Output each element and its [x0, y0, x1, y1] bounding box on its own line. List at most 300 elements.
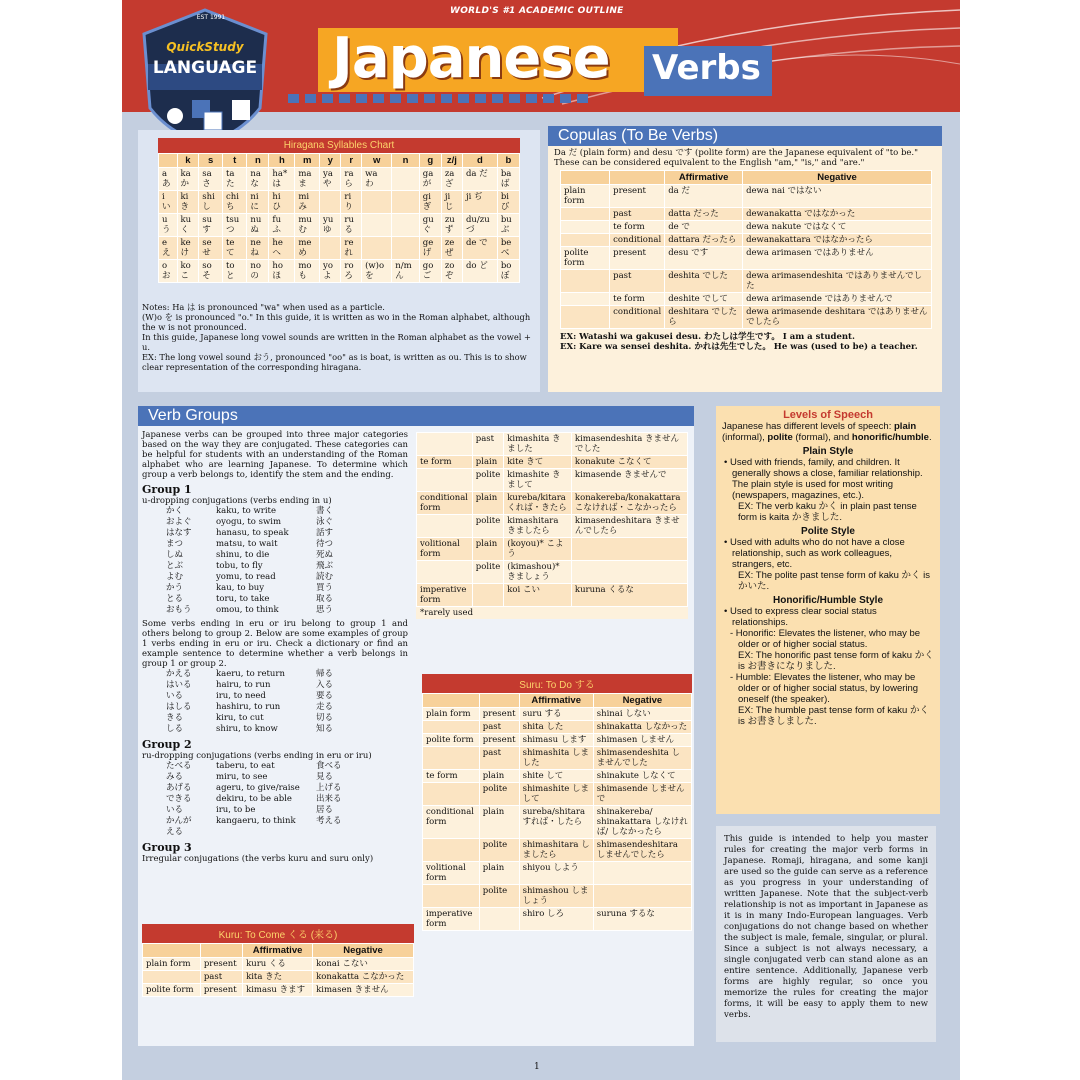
table-cell	[561, 221, 610, 234]
table-row	[561, 306, 932, 329]
verb-kana: はしる	[166, 702, 192, 712]
table-cell: tsu つ	[222, 214, 246, 237]
table-cell: shinai しない	[593, 708, 691, 721]
verb-kana: はいる	[166, 680, 192, 690]
plain-style-ex: EX: The verb kaku かく in plain past tense form is kaita かきました.	[738, 501, 917, 523]
table-cell	[479, 908, 519, 931]
table-row	[423, 721, 692, 734]
honorific-text: - Honorific: Elevates the listener, who may be older or of higher social status.	[730, 628, 921, 650]
table-header-cell: w	[362, 154, 392, 168]
table-header-cell: n	[247, 154, 269, 168]
table-cell: konai こない	[313, 958, 414, 971]
copula-example: EX: Watashi wa gakusei desu. わたしは学生です。 I am a student.	[560, 332, 855, 342]
table-header-cell: m	[295, 154, 320, 168]
verb-romaji: ageru, to give/raise	[216, 783, 300, 793]
table-cell: (kimashou)* きましょう	[504, 561, 572, 584]
table-row	[423, 908, 692, 931]
verb-kana: とぶ	[166, 561, 184, 571]
polite-style-title: Polite Style	[801, 526, 855, 537]
verb-romaji: taberu, to eat	[216, 761, 275, 771]
table-cell: ha* は	[269, 168, 295, 191]
table-cell: mo も	[295, 260, 320, 283]
table-header-cell: r	[341, 154, 362, 168]
table-row	[159, 237, 520, 260]
table-header-cell: Affirmative	[243, 944, 313, 958]
verb-kana: あげる	[166, 783, 192, 793]
verb-kanji: 読む	[316, 572, 334, 582]
table-cell: present	[200, 984, 242, 997]
verb-row	[142, 702, 408, 713]
guide-panel: This guide is intended to help you master rules for creating the major verb forms in Japanese. Romaji, hiragana, and some kanji are used so the guide can serve as a reference as you progress in your understanding of written Japanese. Note that the subject-verb relationship is not as important in Japanese as it is in many Indo-European languages. Verb conjugations do not change based on whether the subject is male, female, singular, or plural. Since a subject is not always necessary, a single conjugated verb can stand alone as an entire sentence. Additionally, Japanese verb forms are highly regular, so once you memorize the rules for creating the major forms, it will be easy to apply them to new verbs.	[716, 826, 936, 1042]
group2-list	[142, 761, 408, 838]
table-row	[417, 456, 688, 469]
verb-romaji: shinu, to die	[216, 550, 270, 560]
table-cell: ra ら	[341, 168, 362, 191]
plain-style-text: • Used with friends, family, and children. It generally shows a close, familiar relationship. The plain style is used for most writing (newspapers, magazines, etc.).	[724, 457, 923, 501]
table-cell: ta た	[222, 168, 246, 191]
table-cell: yu ゆ	[320, 214, 341, 237]
table-header-cell: Negative	[743, 171, 932, 185]
table-cell: kimasendeshitara きませんでしたら	[571, 515, 687, 538]
table-cell: shi し	[199, 191, 223, 214]
table-cell	[593, 862, 691, 885]
table-cell: past	[200, 971, 242, 984]
table-row	[423, 747, 692, 770]
table-cell: me め	[295, 237, 320, 260]
verb-row	[142, 517, 408, 528]
table-cell	[320, 237, 341, 260]
verb-row	[142, 561, 408, 572]
table-cell: shinakatta しなかった	[593, 721, 691, 734]
table-cell: plain	[479, 806, 519, 839]
table-cell	[392, 191, 420, 214]
table-cell: sa さ	[199, 168, 223, 191]
verb-groups-panel	[138, 406, 694, 1046]
tagline: WORLD'S #1 ACADEMIC OUTLINE	[450, 6, 624, 16]
table-row	[561, 270, 932, 293]
table-cell	[561, 234, 610, 247]
verb-row	[142, 713, 408, 724]
table-cell: conditional	[610, 306, 665, 329]
table-cell: ji ぢ	[462, 191, 497, 214]
table-header-cell	[479, 694, 519, 708]
table-cell: kimasendeshita きませんでした	[571, 433, 687, 456]
table-cell: fu ふ	[269, 214, 295, 237]
verb-row	[142, 594, 408, 605]
table-row	[417, 433, 688, 456]
verb-kanji: 知る	[316, 724, 334, 734]
copulas-panel	[548, 126, 942, 392]
table-cell: polite	[479, 783, 519, 806]
table-cell: ki き	[177, 191, 199, 214]
table-cell: bo ぼ	[497, 260, 519, 283]
table-cell: shimashita しました	[519, 747, 593, 770]
table-row	[159, 260, 520, 283]
table-cell	[362, 214, 392, 237]
table-cell	[392, 168, 420, 191]
table-cell: polite form	[143, 984, 201, 997]
table-cell: hi ひ	[269, 191, 295, 214]
table-cell: da だ	[665, 185, 743, 208]
table-row	[417, 492, 688, 515]
table-cell: a あ	[159, 168, 178, 191]
table-row	[423, 806, 692, 839]
table-cell: shimashite しまして	[519, 783, 593, 806]
table-cell: yo よ	[320, 260, 341, 283]
table-cell: te form	[417, 456, 473, 469]
table-cell: plain form	[143, 958, 201, 971]
table-header-cell: h	[269, 154, 295, 168]
table-header-cell: z/j	[441, 154, 462, 168]
verb-kana: みる	[166, 772, 184, 782]
table-cell: bu ぶ	[497, 214, 519, 237]
table-row	[423, 708, 692, 721]
verb-kanji: 上げる	[316, 783, 342, 793]
table-cell: kimasen きません	[313, 984, 414, 997]
table-cell: present	[610, 247, 665, 270]
table-cell	[561, 306, 610, 329]
verb-kanji: 食べる	[316, 761, 342, 771]
group2-desc: ru-dropping conjugations (verbs ending in eru or iru)	[142, 751, 372, 761]
table-cell: chi ち	[222, 191, 246, 214]
table-header-cell: Affirmative	[665, 171, 743, 185]
table-cell: volitional form	[417, 538, 473, 561]
copulas-table	[560, 170, 932, 329]
table-header-cell: d	[462, 154, 497, 168]
table-cell	[423, 885, 480, 908]
table-cell: sureba/shitara すれば・したら	[519, 806, 593, 839]
verb-romaji: kaku, to write	[216, 506, 276, 516]
table-cell: volitional form	[423, 862, 480, 885]
table-row	[423, 839, 692, 862]
table-cell: dewanakattara ではなかったら	[743, 234, 932, 247]
table-cell	[417, 469, 473, 492]
table-cell: shiro しろ	[519, 908, 593, 931]
verb-row	[142, 572, 408, 583]
verb-row	[142, 506, 408, 517]
table-cell	[143, 971, 201, 984]
table-cell: koi こい	[504, 584, 572, 607]
verb-kanji: 入る	[316, 680, 334, 690]
table-row	[423, 734, 692, 747]
table-row	[417, 584, 688, 607]
table-header-cell: k	[177, 154, 199, 168]
table-row	[561, 208, 932, 221]
table-cell: shimasen しません	[593, 734, 691, 747]
verb-kanji: 泳ぐ	[316, 517, 334, 527]
table-cell: shimasende しませんで	[593, 783, 691, 806]
table-header-cell	[200, 944, 242, 958]
table-cell: ba ば	[497, 168, 519, 191]
table-row	[159, 168, 520, 191]
table-cell: te form	[610, 221, 665, 234]
verb-kana: かえる	[166, 669, 192, 679]
humble-text: - Humble: Elevates the listener, who may be older or of higher social status, by lowering oneself (the speaker).	[730, 672, 919, 705]
table-row	[561, 234, 932, 247]
table-cell: deshita でした	[665, 270, 743, 293]
table-cell: plain	[472, 538, 503, 561]
table-cell: polite	[472, 515, 503, 538]
kuru-footnote: *rarely used	[420, 608, 474, 618]
table-cell: kimashite きまして	[504, 469, 572, 492]
verb-kanji: 話す	[316, 528, 334, 538]
table-cell: conditional	[610, 234, 665, 247]
verb-kana: かう	[166, 583, 184, 593]
table-cell: shite して	[519, 770, 593, 783]
hiragana-note: In this guide, Japanese long vowel sounds are written in the Roman alphabet as the vowel + u.	[142, 332, 531, 352]
table-cell: kureba/kitara くれば・きたら	[504, 492, 572, 515]
table-cell: desu です	[665, 247, 743, 270]
suru-table	[422, 693, 692, 931]
verb-kanji: 買う	[316, 583, 334, 593]
table-cell: nu ぬ	[247, 214, 269, 237]
table-cell: de で	[665, 221, 743, 234]
hiragana-panel	[138, 130, 540, 392]
table-cell: (koyou)* こよう	[504, 538, 572, 561]
verb-romaji: hashiru, to run	[216, 702, 281, 712]
verb-row	[142, 583, 408, 594]
table-cell: te form	[423, 770, 480, 783]
verb-row	[142, 669, 408, 680]
table-cell: polite	[472, 561, 503, 584]
polite-style-ex: EX: The polite past tense form of kaku かく is かいた.	[738, 570, 931, 592]
verb-kana: よむ	[166, 572, 184, 582]
page-title: Japanese	[332, 26, 610, 91]
table-cell: conditional form	[417, 492, 473, 515]
hiragana-note: EX: The long vowel sound おう, pronounced "oo" as is boat, is written as ou. This is to show clear representation of the corresponding hiragana.	[142, 352, 527, 372]
verb-romaji: oyogu, to swim	[216, 517, 282, 527]
table-header-cell	[610, 171, 665, 185]
logo-language: LANGUAGE	[152, 58, 258, 78]
verb-row	[142, 783, 408, 794]
verb-row	[142, 761, 408, 772]
verb-kanji: 待つ	[316, 539, 334, 549]
table-cell: u う	[159, 214, 178, 237]
table-header-cell: n	[392, 154, 420, 168]
table-row	[423, 862, 692, 885]
table-cell: plain	[479, 770, 519, 783]
table-cell	[423, 839, 480, 862]
table-cell: kite きて	[504, 456, 572, 469]
logo-brand: QuickStudy	[166, 40, 244, 54]
table-cell: shimashitara しましたら	[519, 839, 593, 862]
kuru-table	[142, 943, 414, 997]
honorific-style-title: Honorific/Humble Style	[772, 595, 883, 606]
humble-ex: EX: The humble past tense form of kaku かく is お書きしました.	[738, 705, 929, 727]
levels-panel	[716, 406, 940, 814]
table-row	[561, 221, 932, 234]
table-cell: past	[610, 270, 665, 293]
verb-row	[142, 539, 408, 550]
hiragana-title: Hiragana Syllables Chart	[158, 138, 520, 153]
table-cell: de で	[462, 237, 497, 260]
verb-kana: できる	[166, 794, 192, 804]
levels-title: Levels of Speech	[783, 409, 873, 421]
table-cell: ge げ	[419, 237, 441, 260]
table-cell: zu ず	[441, 214, 462, 237]
table-cell: za ざ	[441, 168, 462, 191]
table-header-cell	[143, 944, 201, 958]
table-cell: kita きた	[243, 971, 313, 984]
header-dots	[288, 94, 588, 103]
table-cell: imperative form	[423, 908, 480, 931]
table-cell	[392, 237, 420, 260]
verb-row	[142, 691, 408, 702]
table-cell: mu む	[295, 214, 320, 237]
verb-kanji: 出来る	[316, 794, 342, 804]
verb-row	[142, 794, 408, 805]
table-cell: ru る	[341, 214, 362, 237]
table-row	[143, 971, 414, 984]
group1-list	[142, 506, 408, 616]
verb-romaji: kaeru, to return	[216, 669, 285, 679]
table-cell: ho ほ	[269, 260, 295, 283]
table-row	[423, 783, 692, 806]
table-row	[423, 770, 692, 783]
table-row	[143, 984, 414, 997]
table-cell: present	[479, 708, 519, 721]
verb-kana: およぐ	[166, 517, 192, 527]
table-header-cell: Negative	[593, 694, 691, 708]
suru-panel	[422, 674, 692, 931]
table-cell: ya や	[320, 168, 341, 191]
verb-groups-title: Verb Groups	[138, 406, 694, 426]
table-cell: ko こ	[177, 260, 199, 283]
verb-kanji: 思う	[316, 605, 334, 615]
table-cell: mi み	[295, 191, 320, 214]
table-cell: ka か	[177, 168, 199, 191]
page-number: 1	[534, 1062, 540, 1072]
table-header-cell: Negative	[313, 944, 414, 958]
table-cell: ri り	[341, 191, 362, 214]
table-cell	[320, 191, 341, 214]
verb-romaji: matsu, to wait	[216, 539, 278, 549]
table-cell: gi ぎ	[419, 191, 441, 214]
table-row	[417, 561, 688, 584]
table-cell: konakute こなくて	[571, 456, 687, 469]
table-cell: polite	[472, 469, 503, 492]
table-row	[561, 247, 932, 270]
table-cell	[392, 214, 420, 237]
table-header-row	[159, 154, 520, 168]
table-cell: do ど	[462, 260, 497, 283]
table-cell: kimasende きませんで	[571, 469, 687, 492]
table-row	[417, 515, 688, 538]
table-cell	[561, 270, 610, 293]
plain-style-title: Plain Style	[802, 446, 854, 457]
table-cell: past	[479, 721, 519, 734]
table-cell: polite form	[423, 734, 480, 747]
table-header-row	[423, 694, 692, 708]
levels-intro: Japanese has different levels of speech: plain (informal), polite (formal), and honorific/humble.	[722, 421, 932, 443]
table-cell	[417, 561, 473, 584]
verb-romaji: iru, to need	[216, 691, 266, 701]
table-cell: konakatta こなかった	[313, 971, 414, 984]
table-cell: past	[610, 208, 665, 221]
polite-style-text: • Used with adults who do not have a close relationship, such as work colleagues, strangers, etc.	[724, 537, 905, 570]
table-cell: so そ	[199, 260, 223, 283]
table-cell: gu ぐ	[419, 214, 441, 237]
verb-kanji: 書く	[316, 506, 334, 516]
verb-row	[142, 680, 408, 691]
verb-romaji: tobu, to fly	[216, 561, 263, 571]
table-header-cell: Affirmative	[519, 694, 593, 708]
verb-kana: はなす	[166, 528, 192, 538]
table-cell: ke け	[177, 237, 199, 260]
table-header-cell	[561, 171, 610, 185]
verb-kana: かく	[166, 506, 184, 516]
table-cell	[571, 538, 687, 561]
table-cell: (w)o を	[362, 260, 392, 283]
table-cell: plain form	[561, 185, 610, 208]
copulas-intro: Da だ (plain form) and desu です (polite form) are the Japanese equivalent of "to be." These can be considered equivalent to the English "am," "is," and "are."	[554, 148, 919, 168]
table-cell: kimashitara きましたら	[504, 515, 572, 538]
table-cell: dewanakatta ではなかった	[743, 208, 932, 221]
table-cell: shinakute しなくて	[593, 770, 691, 783]
table-cell: deshitara でしたら	[665, 306, 743, 329]
table-row	[159, 191, 520, 214]
table-cell	[571, 561, 687, 584]
table-cell: ni に	[247, 191, 269, 214]
verb-row	[142, 528, 408, 539]
table-cell: du/zu づ	[462, 214, 497, 237]
hiragana-notes	[142, 302, 538, 372]
verb-row	[142, 550, 408, 561]
group1-title: Group 1	[142, 483, 192, 496]
table-cell: wa わ	[362, 168, 392, 191]
table-cell: deshite でして	[665, 293, 743, 306]
table-cell: dewa nakute ではなくて	[743, 221, 932, 234]
table-cell: plain	[472, 456, 503, 469]
verb-kanji: 飛ぶ	[316, 561, 334, 571]
group3-title: Group 3	[142, 841, 192, 854]
table-cell: te て	[222, 237, 246, 260]
verb-kana: まつ	[166, 539, 184, 549]
table-cell: se せ	[199, 237, 223, 260]
verb-romaji: miru, to see	[216, 772, 268, 782]
table-cell: konakereba/konakattara こなければ・こなかったら	[571, 492, 687, 515]
group1-desc: u-dropping conjugations (verbs ending in u)	[142, 496, 332, 506]
verb-romaji: toru, to take	[216, 594, 270, 604]
table-cell	[417, 515, 473, 538]
verb-romaji: iru, to be	[216, 805, 256, 815]
table-cell: plain	[479, 862, 519, 885]
table-cell: ji じ	[441, 191, 462, 214]
verb-kana: かんがえる	[166, 816, 192, 837]
table-cell: he へ	[269, 237, 295, 260]
group1b-list	[142, 669, 408, 735]
table-header-cell: g	[419, 154, 441, 168]
hiragana-note: Notes: Ha は is pronounced "wa" when used as a particle.	[142, 302, 385, 312]
table-cell: past	[472, 433, 503, 456]
page-subtitle: Verbs	[652, 48, 761, 88]
table-cell: suru する	[519, 708, 593, 721]
table-header-row	[561, 171, 932, 185]
verb-kana: おもう	[166, 605, 192, 615]
table-cell: present	[610, 185, 665, 208]
table-row	[561, 293, 932, 306]
table-cell: present	[200, 958, 242, 971]
table-cell	[417, 433, 473, 456]
table-cell: o お	[159, 260, 178, 283]
verb-kanji: 帰る	[316, 669, 334, 679]
table-cell: shimasendeshita しませんでした	[593, 747, 691, 770]
table-cell: shimasu します	[519, 734, 593, 747]
table-cell	[593, 885, 691, 908]
verb-kana: きる	[166, 713, 184, 723]
table-cell: su す	[199, 214, 223, 237]
group2-title: Group 2	[142, 738, 192, 751]
